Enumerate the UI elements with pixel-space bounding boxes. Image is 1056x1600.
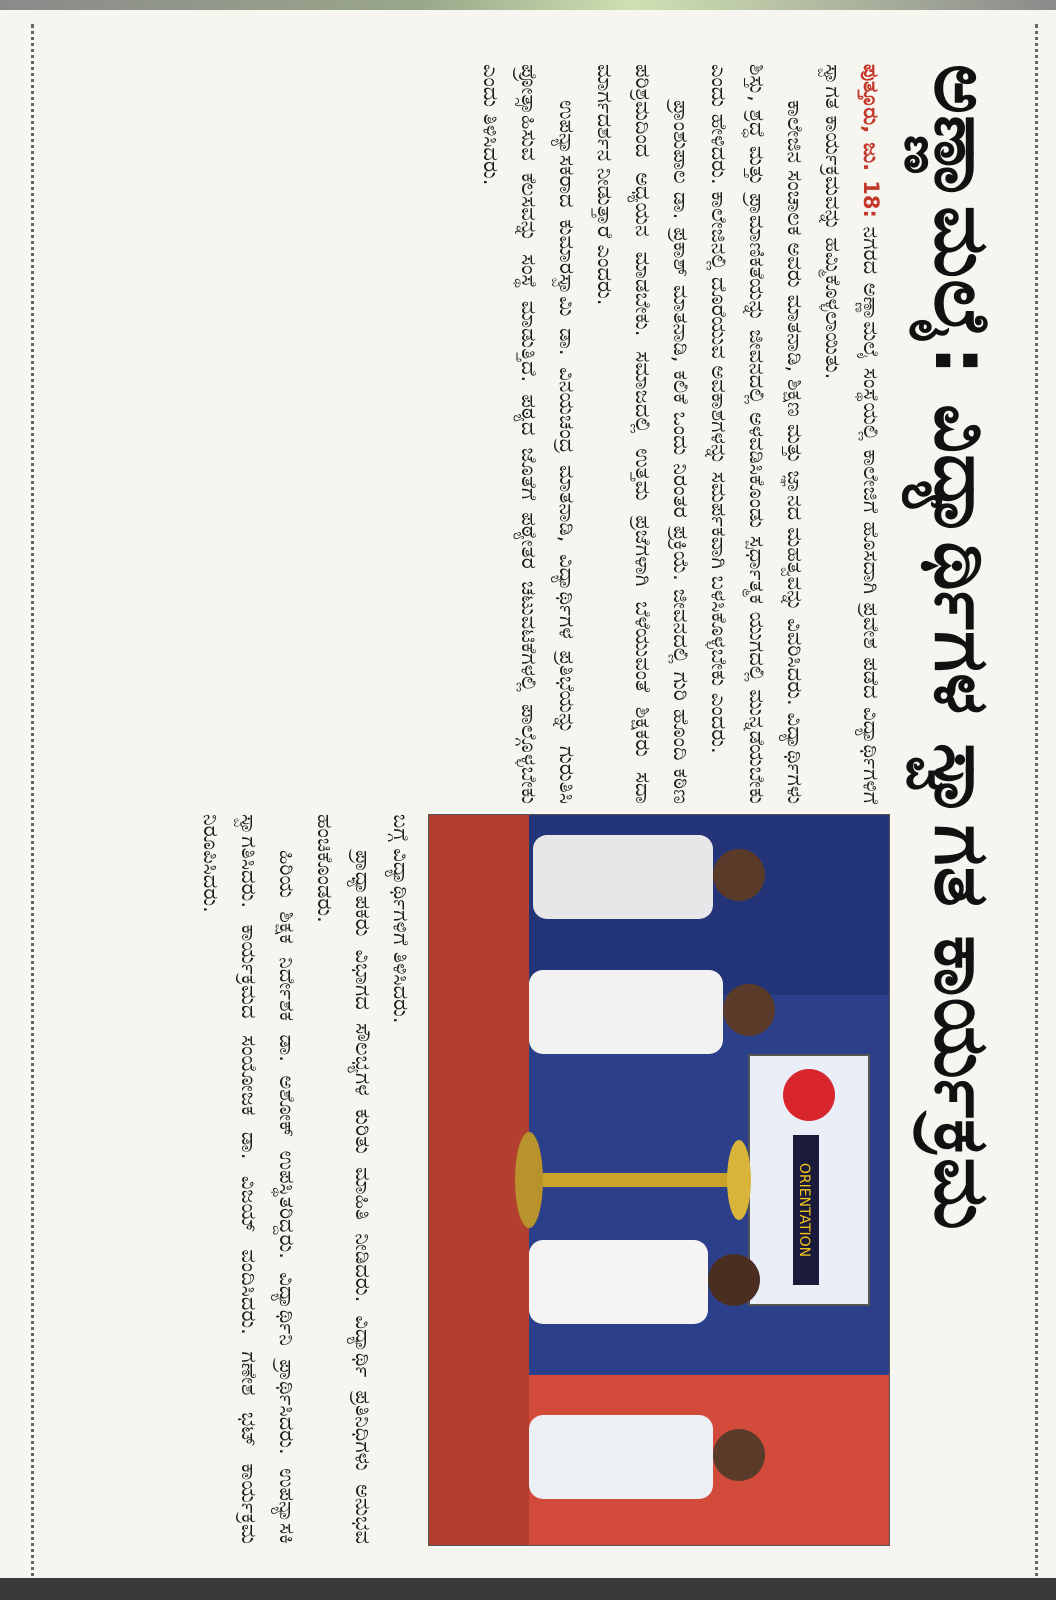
bottom-edge-strip	[0, 1578, 1056, 1600]
continuation-paragraph-3: ಹಿರಿಯ ಶಿಕ್ಷಕ ನಿರ್ದೇಶಕ ಡಾ. ಅಶೋಕ್ ಉಪಸ್ಥಿತರಿದ್ದರು. ವಿದ್ಯಾರ್ಥಿನಿ ಪ್ರಾರ್ಥಿಸಿದರು. ಉಪನ್ಯಾಸಕಿ ಸ್ವಾಗತಿಸಿದರು. ಕಾರ್ಯಕ್ರಮದ ಸಂಯೋಜಕ ಡಾ. ವಿಜಯ್ ವಂದಿಸಿದರು. ಗಣೇಶ ಭಟ್ ಕಾರ್ಯಕ್ರಮ ನಿರೂಪಿಸಿದರು.	[199, 814, 299, 1544]
top-cut-line	[1035, 24, 1038, 1584]
logo-icon	[783, 1069, 835, 1121]
banner-text: ORIENTATION	[796, 1162, 812, 1258]
event-photo	[428, 814, 890, 1546]
person-1-icon	[713, 849, 765, 901]
bottom-cut-line	[31, 24, 34, 1584]
dateline: ಪುತ್ತೂರು, ಜು. 18:	[859, 64, 883, 218]
body-paragraph-1-text: ನಗರದ ಅಣ್ಣಾಮಲೈ ಸಂಸ್ಥೆಯಲ್ಲಿ ಕಾಲೇಜಿಗೆ ಹೊಸದಾಗಿ ಪ್ರವೇಶ ಪಡೆದ ವಿದ್ಯಾರ್ಥಿಗಳಿಗೆ ಸ್ವಾಗತ ಕಾರ್ಯಕ್ರಮವನ್ನು ಹಮ್ಮಿಕೊಳ್ಳಲಾಯಿತು.	[821, 64, 883, 804]
article-continuation	[40, 814, 420, 1544]
newspaper-clipping	[0, 10, 1056, 1578]
body-paragraph-1	[814, 64, 890, 804]
lamp-stand-icon	[529, 1173, 739, 1187]
article-rotated	[20, 24, 1050, 1584]
top-edge-strip	[0, 0, 1056, 10]
body-paragraph-3: ಪ್ರಾಂಶುಪಾಲ ಡಾ. ಪ್ರಕಾಶ್ ಮಾತನಾಡಿ, ಕಲಿಕೆ ಒಂದು ನಿರಂತರ ಪ್ರಕ್ರಿಯೆ. ಜೀವನದಲ್ಲಿ ಗುರಿ ಹೊಂದಿ ಕಠಿಣ ಪರಿಶ್ರಮದಿಂದ ಅಧ್ಯಯನ ಮಾಡಬೇಕು. ಸಮಾಜದಲ್ಲಿ ಉತ್ತಮ ಪ್ರಜೆಗಳಾಗಿ ಬೆಳೆಯುವಂತೆ ಶಿಕ್ಷಕರು ಸದಾ ಮಾರ್ಗದರ್ಶನ ನೀಡುತ್ತಾರೆ ಎಂದರು.	[593, 64, 693, 804]
person-4-icon	[713, 1429, 765, 1481]
article-headline: ಅಣ್ಣಾಮಲೈ: ವಿದ್ಯಾರ್ಥಿಗಳ ಸ್ವಾಗತ ಕಾರ್ಯಕ್ರಮ	[918, 64, 1007, 1231]
event-photo-illustration	[429, 815, 889, 1545]
article-body	[50, 64, 890, 804]
body-paragraph-2: ಕಾಲೇಜಿನ ಸಂಚಾಲಕ ಅವರು ಮಾತನಾಡಿ, ಶಿಕ್ಷಣ ಮತ್ತು ಜ್ಞಾನದ ಮಹತ್ವವನ್ನು ವಿವರಿಸಿದರು. ವಿದ್ಯಾರ್ಥಿಗಳು ಶಿಸ್ತು, ಶ್ರದ್ಧೆ ಮತ್ತು ಪ್ರಾಮಾಣಿಕತೆಯನ್ನು ಜೀವನದಲ್ಲಿ ಅಳವಡಿಸಿಕೊಂಡು ಸ್ಪರ್ಧಾತ್ಮಕ ಯುಗದಲ್ಲಿ ಮುನ್ನಡೆಯಬೇಕು ಎಂದು ಹೇಳಿದರು. ಕಾಲೇಜಿನಲ್ಲಿ ದೊರೆಯುವ ಅವಕಾಶಗಳನ್ನು ಸಮರ್ಪಕವಾಗಿ ಬಳಸಿಕೊಳ್ಳಬೇಕು ಎಂದರು.	[707, 64, 807, 804]
person-2-icon	[723, 984, 775, 1036]
body-paragraph-4: ಉಪನ್ಯಾಸಕರಾದ ಕುಮಾರಸ್ವಾಮಿ ಡಾ. ವಿನಯಚಂದ್ರ ಮಾತನಾಡಿ, ವಿದ್ಯಾರ್ಥಿಗಳ ಪ್ರತಿಭೆಯನ್ನು ಗುರುತಿಸಿ ಪ್ರೋತ್ಸಾಹಿಸುವ ಕೆಲಸವನ್ನು ಸಂಸ್ಥೆ ಮಾಡುತ್ತಿದೆ. ಪಠ್ಯದ ಜೊತೆಗೆ ಪಠ್ಯೇತರ ಚಟುವಟಿಕೆಗಳಲ್ಲಿ ಪಾಲ್ಗೊಳ್ಳಬೇಕು ಎಂದು ತಿಳಿಸಿದರು.	[479, 64, 579, 804]
person-3-icon	[708, 1254, 760, 1306]
continuation-paragraph-2: ಪ್ರಾಧ್ಯಾಪಕರು ವಿಭಾಗದ ಸೌಲಭ್ಯಗಳ ಕುರಿತು ಮಾಹಿತಿ ನೀಡಿದರು. ವಿದ್ಯಾರ್ಥಿ ಪ್ರತಿನಿಧಿಗಳು ಅನುಭವ ಹಂಚಿಕೊಂಡರು.	[313, 814, 375, 1544]
continuation-paragraph-1: ಬಗ್ಗೆ ವಿದ್ಯಾರ್ಥಿಗಳಿಗೆ ತಿಳಿಸಿದರು.	[389, 814, 413, 1024]
